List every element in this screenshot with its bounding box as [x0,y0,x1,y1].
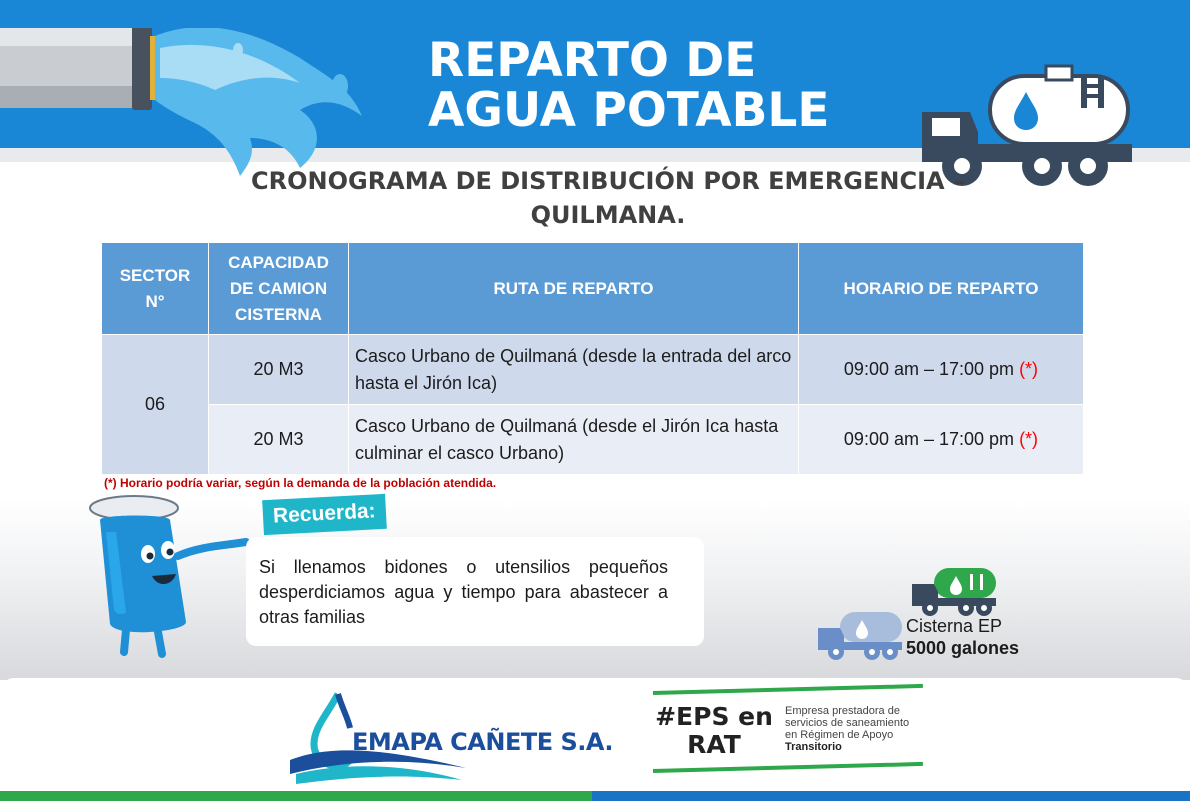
header-capacity-line2: DE CAMION [229,278,328,298]
subtitle-line-2: QUILMANA. [530,201,686,229]
header-route: RUTA DE REPARTO [349,243,799,335]
footer-bar-green [0,791,592,801]
schedule-time: 09:00 am – 17:00 pm [843,359,1015,379]
water-drop-mascot-icon [86,492,256,662]
header-sector-line1: SECTOR [119,265,191,285]
eps-desc-line4: Transitorio [785,741,842,753]
footnote: (*) Horario podría variar, según la demanda de la población atendida. [104,476,497,490]
sector-cell: 06 [102,335,209,475]
schedule-time: 09:00 am – 17:00 pm [843,429,1015,449]
header-capacity [209,243,349,335]
tanker-label [906,615,1019,659]
eps-title-line2: RAT [687,730,741,759]
footer-bar-blue [592,791,1190,801]
title-line-2: AGUA POTABLE [428,83,830,138]
header-capacity-line3: CISTERNA [235,304,322,324]
reminder-box [246,537,704,646]
reminder-text: Si llenamos bidones o utensilios pequeños desperdiciamos agua y tiempo para abastecer a otras familias [259,557,668,627]
eps-desc-line2: servicios de saneamiento [785,717,910,729]
header-sector [102,243,209,335]
route-cell: Casco Urbano de Quilmaná (desde la entrada del arco hasta el Jirón Ica) [349,335,799,405]
tanker-name: Cisterna EP [906,616,1003,636]
reminder-badge: Recuerda: [262,494,386,535]
capacity-cell: 20 M3 [209,405,349,475]
eps-title-line1: #EPS en [655,702,773,731]
header-capacity-line1: CAPACIDAD [228,252,329,272]
eps-desc-line1: Empresa prestadora de [785,705,900,717]
eps-title [655,703,773,759]
schedule-mark: (*) [1019,359,1039,379]
eps-desc-line3: en Régimen de Apoyo [785,729,894,741]
capacity-cell: 20 M3 [209,335,349,405]
header-sector-line2: N° [145,291,165,311]
table-row [102,335,1084,405]
eps-rat-logo [653,691,923,773]
header-schedule: HORARIO DE REPARTO [799,243,1084,335]
eps-line-bottom [653,762,923,773]
tanker-capacity: 5000 galones [906,638,1020,658]
water-pipe-icon [0,28,380,178]
schedule-mark: (*) [1019,429,1039,449]
page-title [428,33,830,138]
eps-description [785,705,909,753]
route-cell: Casco Urbano de Quilmaná (desde el Jirón Ica hasta culminar el casco Urbano) [349,405,799,475]
emapa-brand-name: EMAPA CAÑETE S.A. [352,728,613,756]
schedule-table [101,242,1084,475]
table-header-row [102,243,1084,335]
page-subtitle [150,164,1066,232]
subtitle-line-1: CRONOGRAMA DE DISTRIBUCIÓN POR EMERGENCIA – [251,167,965,195]
table-row [102,405,1084,475]
title-line-1: REPARTO DE [428,33,757,88]
schedule-cell [799,405,1084,475]
schedule-cell [799,335,1084,405]
